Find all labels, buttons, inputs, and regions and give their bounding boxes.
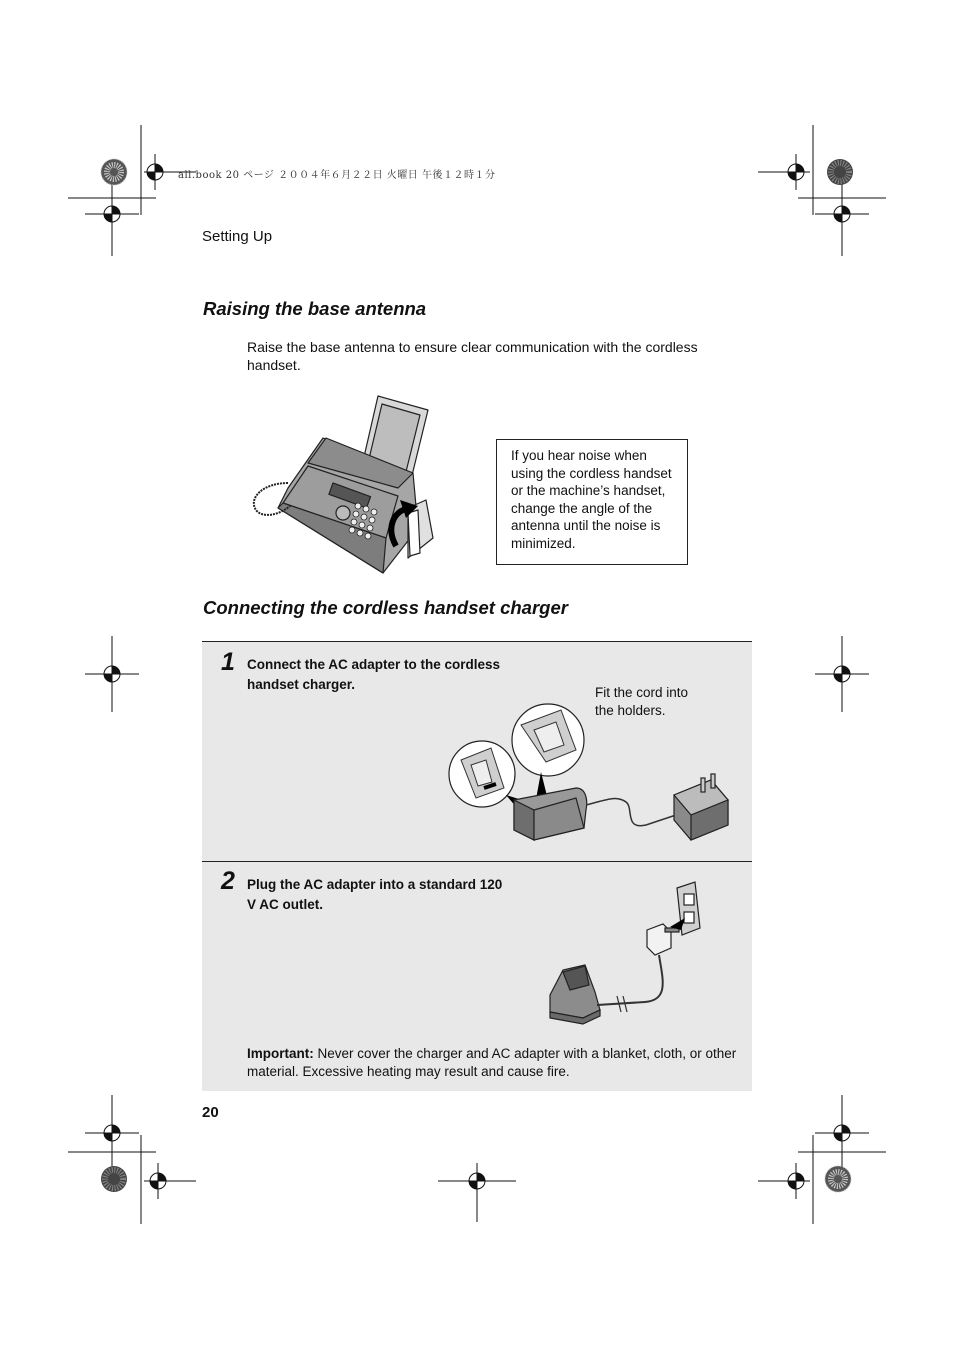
step-1-divider [202, 641, 752, 642]
outlet-plug-illustration [545, 880, 735, 1025]
step-1-text: Connect the AC adapter to the cordless handset charger. [247, 657, 501, 692]
antenna-intro: Raise the base antenna to ensure clear communication with the cordless handset. [247, 339, 698, 373]
step-2-number: 2 [221, 867, 235, 895]
important-label: Important: [247, 1046, 314, 1061]
print-job-header: all.book 20 ページ ２００４年６月２２日 火曜日 午後１２時１分 [178, 170, 496, 181]
fax-machine-illustration [248, 388, 448, 578]
antenna-noise-callout: If you hear noise when using the cordless handset or the machine’s handset, change the angle of the antenna until the noise is minimized. [496, 439, 688, 565]
step-2-divider [202, 861, 752, 862]
charger-adapter-illustration [446, 700, 736, 850]
antenna-heading: Raising the base antenna [203, 298, 427, 319]
important-note [247, 1045, 742, 1080]
important-text: Never cover the charger and AC adapter with a blanket, cloth, or other material. Excessive heating may result and cause fire. [247, 1046, 737, 1079]
charger-heading: Connecting the cordless handset charger [203, 597, 568, 618]
page-number: 20 [202, 1104, 219, 1121]
step-2-text: Plug the AC adapter into a standard 120 V AC outlet. [247, 877, 503, 912]
step-1-annotation: Fit the cord into the holders. [595, 685, 689, 718]
section-label: Setting Up [202, 228, 273, 245]
step-1-number: 1 [221, 648, 235, 676]
